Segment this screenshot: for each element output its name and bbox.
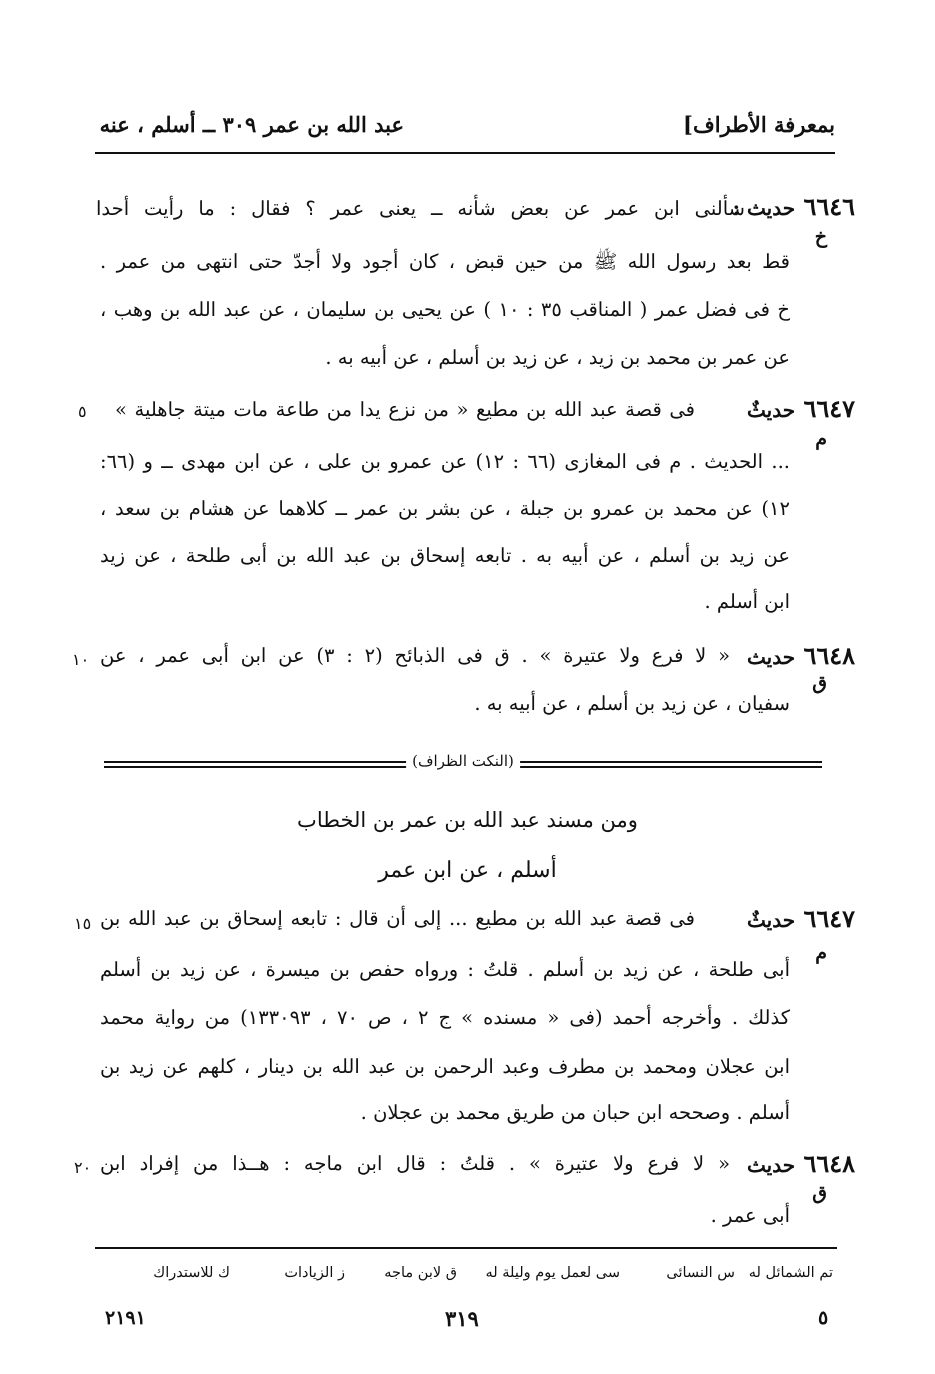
- entry-line: خ فى فضل عمر ( المناقب ٣٥ : ١٠ ) عن يحيى بن سليمان ، عن عبد الله بن وهب ،: [100, 298, 791, 321]
- running-head-center: عبد الله بن عمر ٣٠٩ ــ أسلم ، عنه: [99, 112, 404, 137]
- footer-rule: [95, 1247, 837, 1249]
- entry-line: سألنى ابن عمر عن بعض شأنه ــ يعنى عمر ؟ فقال : ما رأيت أحدا: [96, 197, 745, 220]
- entry-line: فى قصة عبد الله بن مطيع « من نزع يدا من طاعة مات ميتة جاهلية »: [115, 398, 695, 421]
- source-siglum: خ: [814, 226, 827, 248]
- margin-line-number: ١٠: [72, 650, 90, 669]
- entry-line: « لا فرع ولا عتيرة » . ق فى الذبائح (٢ : ٣) عن ابن أبى عمر ، عن: [100, 644, 731, 667]
- entry-number: ٦٦٤٨ حديث: [747, 641, 855, 670]
- section-heading: ومن مسند عبد الله بن عمر بن الخطاب: [297, 808, 638, 832]
- divider-label: (النكت الظراف): [406, 752, 520, 770]
- entry-line: أسلم . وصححه ابن حبان من طريق محمد بن عجلان .: [360, 1101, 790, 1124]
- entry-number: ٦٦٤٧ حديثٌ: [747, 904, 855, 933]
- source-siglum: ق: [812, 672, 827, 694]
- footnote-abbrev: تم الشمائل له: [748, 1265, 833, 1281]
- margin-line-number: ١٥: [74, 914, 92, 933]
- section-divider: [104, 752, 822, 776]
- page-number: ٣١٩: [445, 1306, 479, 1331]
- footnote-abbrev: س النسائى: [666, 1265, 735, 1281]
- entry-line: عن عمر بن محمد بن زيد ، عن زيد بن أسلم ، عن أبيه به .: [325, 346, 790, 369]
- entry-line: ابن عجلان ومحمد بن مطرف وعبد الرحمن بن عبد الله بن دينار ، كلهم عن زيد بن: [100, 1055, 790, 1078]
- source-siglum: م: [815, 942, 827, 964]
- entry-line: ... الحديث . م فى المغازى (٦٦ : ١٢) عن عمرو بن على ، عن ابن مهدى ــ و (٦٦:: [100, 450, 790, 473]
- entry-line: فى قصة عبد الله بن مطيع ... إلى أن قال : تابعه إسحاق بن عبد الله بن: [100, 907, 695, 930]
- footnote-abbrev: سى لعمل يوم وليلة له: [485, 1265, 620, 1281]
- entry-line: سفيان ، عن زيد بن أسلم ، عن أبيه به .: [474, 692, 790, 715]
- source-siglum: ق: [812, 1182, 827, 1204]
- volume-number: ٢١٩١: [105, 1307, 146, 1329]
- margin-line-number: ٥: [818, 1307, 829, 1329]
- entry-line: عن زيد بن أسلم ، عن أبيه به . تابعه إسحاق بن عبد الله بن أبى طلحة ، عن زيد: [100, 544, 790, 567]
- entry-line: « لا فرع ولا عتيرة » . قلتُ : قال ابن ماجه : هــذا من إفراد ابن: [100, 1152, 730, 1175]
- entry-number: ٦٦٤٧ حديثٌ: [747, 394, 855, 423]
- running-head-right: بمعرفة الأطراف]: [683, 112, 835, 137]
- header-rule: [95, 152, 835, 154]
- footnote-abbrev: ق لابن ماجه: [384, 1265, 457, 1281]
- entry-number: ٦٦٤٦ حديث :: [732, 192, 855, 221]
- source-siglum: م: [815, 428, 827, 450]
- entry-line: كذلك . وأخرجه أحمد (فى « مسنده » ج ٢ ، ص ٧٠ ، ١٣٣٠٩٣) من رواية محمد: [100, 1006, 790, 1029]
- entry-line: أبى عمر .: [710, 1204, 790, 1227]
- section-subheading: أسلم ، عن ابن عمر: [378, 858, 557, 883]
- entry-line: ١٢) عن محمد بن عمرو بن جبلة ، عن بشر بن عمر ــ كلاهما عن هشام بن سعد ،: [100, 497, 790, 520]
- entry-line: قط بعد رسول الله ﷺ من حين قبض ، كان أجود ولا أجدّ حتى انتهى من عمر .: [100, 250, 790, 273]
- entry-line: ابن أسلم .: [704, 590, 790, 613]
- footnote-abbrev: ز الزيادات: [284, 1265, 345, 1281]
- footnote-abbrev: ك للاستدراك: [153, 1265, 230, 1281]
- entry-number: ٦٦٤٨ حديث: [747, 1149, 855, 1178]
- margin-line-number: ٥: [78, 402, 87, 421]
- margin-line-number: ٢٠: [74, 1158, 92, 1177]
- entry-line: أبى طلحة ، عن زيد بن أسلم . قلتُ : ورواه حفص بن ميسرة ، عن زيد بن أسلم: [100, 958, 790, 981]
